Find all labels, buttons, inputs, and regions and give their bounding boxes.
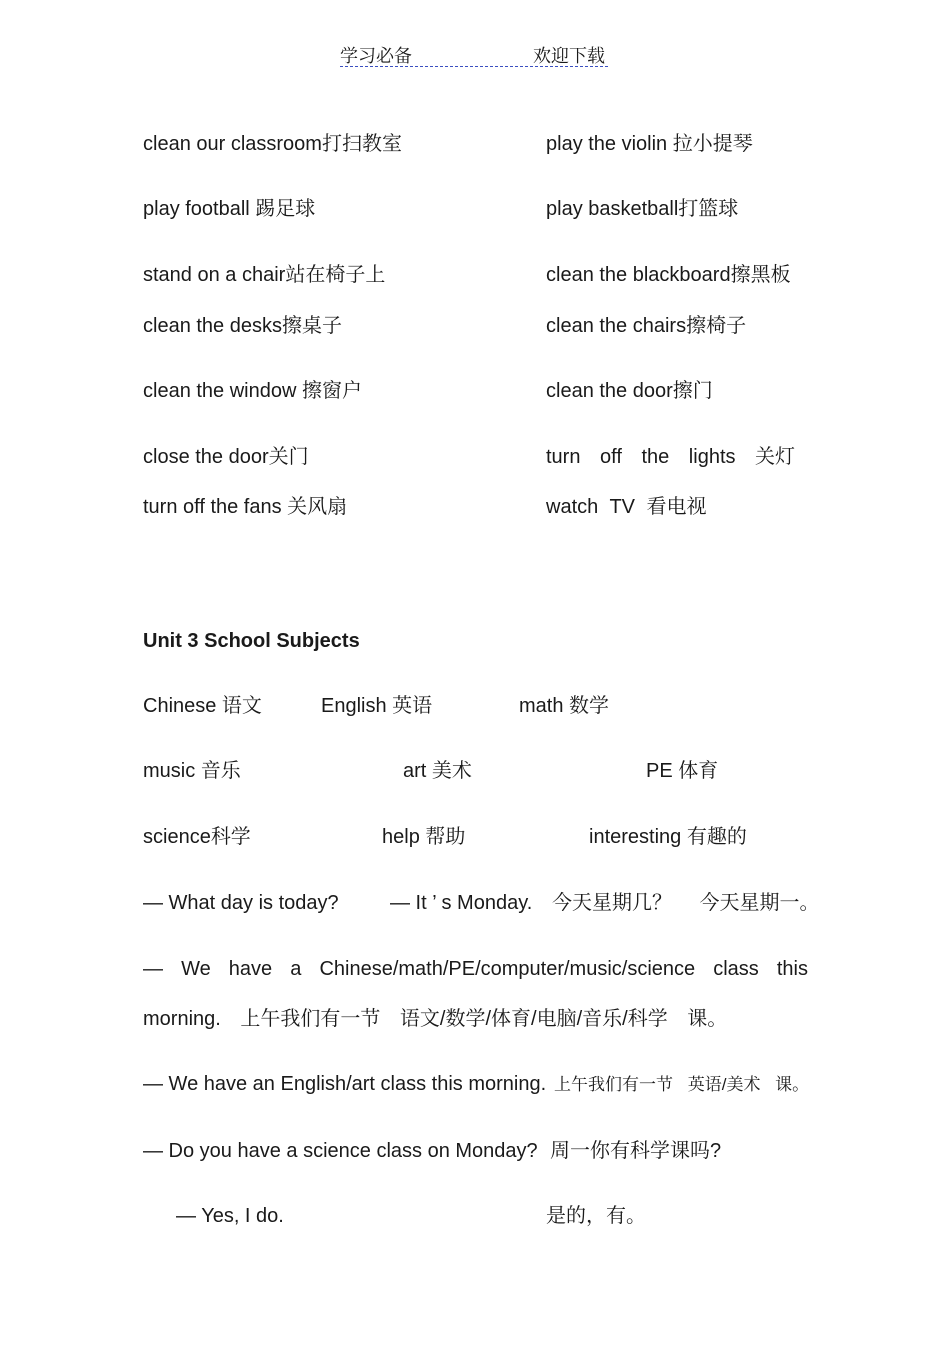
phrase-play-basketball: play basketball打篮球 <box>546 198 739 220</box>
phrase-play-football: play football 踢足球 <box>143 198 316 220</box>
subject-science: science科学 <box>143 826 251 848</box>
dialogue-what-day-cn: 今天星期几？ 今天星期一。 <box>552 892 820 914</box>
word-help: help 帮助 <box>382 826 466 848</box>
phrase-watch-tv: watch TV 看电视 <box>546 496 707 518</box>
header-left-text: 学习必备 <box>340 46 412 66</box>
phrase-stand-on-chair: stand on a chair站在椅子上 <box>143 264 386 286</box>
subject-art: art 美术 <box>403 760 472 782</box>
phrase-play-violin: play the violin 拉小提琴 <box>546 133 753 155</box>
unit-title: Unit 3 School Subjects <box>143 630 360 652</box>
phrase-turn-off-lights: turn off the lights 关灯 <box>546 446 796 468</box>
dialogue-we-have-class-cn: morning. 上午我们有一节 语文/数学/体育/电脑/音乐/科学 课。 <box>143 1008 728 1030</box>
subject-pe: PE 体育 <box>646 760 719 782</box>
phrase-clean-desks: clean the desks擦桌子 <box>143 315 342 337</box>
dialogue-what-day: — What day is today? <box>143 892 339 914</box>
dialogue-science-monday-cn: 周一你有科学课吗? <box>550 1140 722 1162</box>
phrase-close-door: close the door关门 <box>143 446 309 468</box>
phrase-clean-window: clean the window 擦窗户 <box>143 380 362 402</box>
page-header <box>340 42 608 67</box>
word-interesting: interesting 有趣的 <box>589 826 747 848</box>
subject-music: music 音乐 <box>143 760 241 782</box>
subject-math: math 数学 <box>519 695 610 717</box>
subject-english: English 英语 <box>321 695 433 717</box>
dialogue-its-monday: — It ’ s Monday. <box>390 892 533 914</box>
phrase-clean-classroom: clean our classroom打扫教室 <box>143 133 402 155</box>
phrase-clean-blackboard: clean the blackboard擦黑板 <box>546 264 791 286</box>
header-right-text: 欢迎下载 <box>533 46 605 66</box>
dialogue-science-monday: — Do you have a science class on Monday? <box>143 1140 538 1162</box>
phrase-clean-door: clean the door擦门 <box>546 380 713 402</box>
dialogue-english-art-cn: 上午我们有一节 英语/美术 课。 <box>554 1075 810 1094</box>
dialogue-english-art: — We have an English/art class this morning. <box>143 1073 547 1095</box>
dialogue-we-have-class: — We have a Chinese/math/PE/computer/music/science class this <box>143 958 808 980</box>
phrase-clean-chairs: clean the chairs擦椅子 <box>546 315 747 337</box>
subject-chinese: Chinese 语文 <box>143 695 262 717</box>
phrase-turn-off-fans: turn off the fans 关风扇 <box>143 496 348 518</box>
dialogue-yes-i-do: — Yes, I do. <box>176 1205 284 1227</box>
dialogue-yes-i-do-cn: 是的，有。 <box>546 1205 646 1227</box>
